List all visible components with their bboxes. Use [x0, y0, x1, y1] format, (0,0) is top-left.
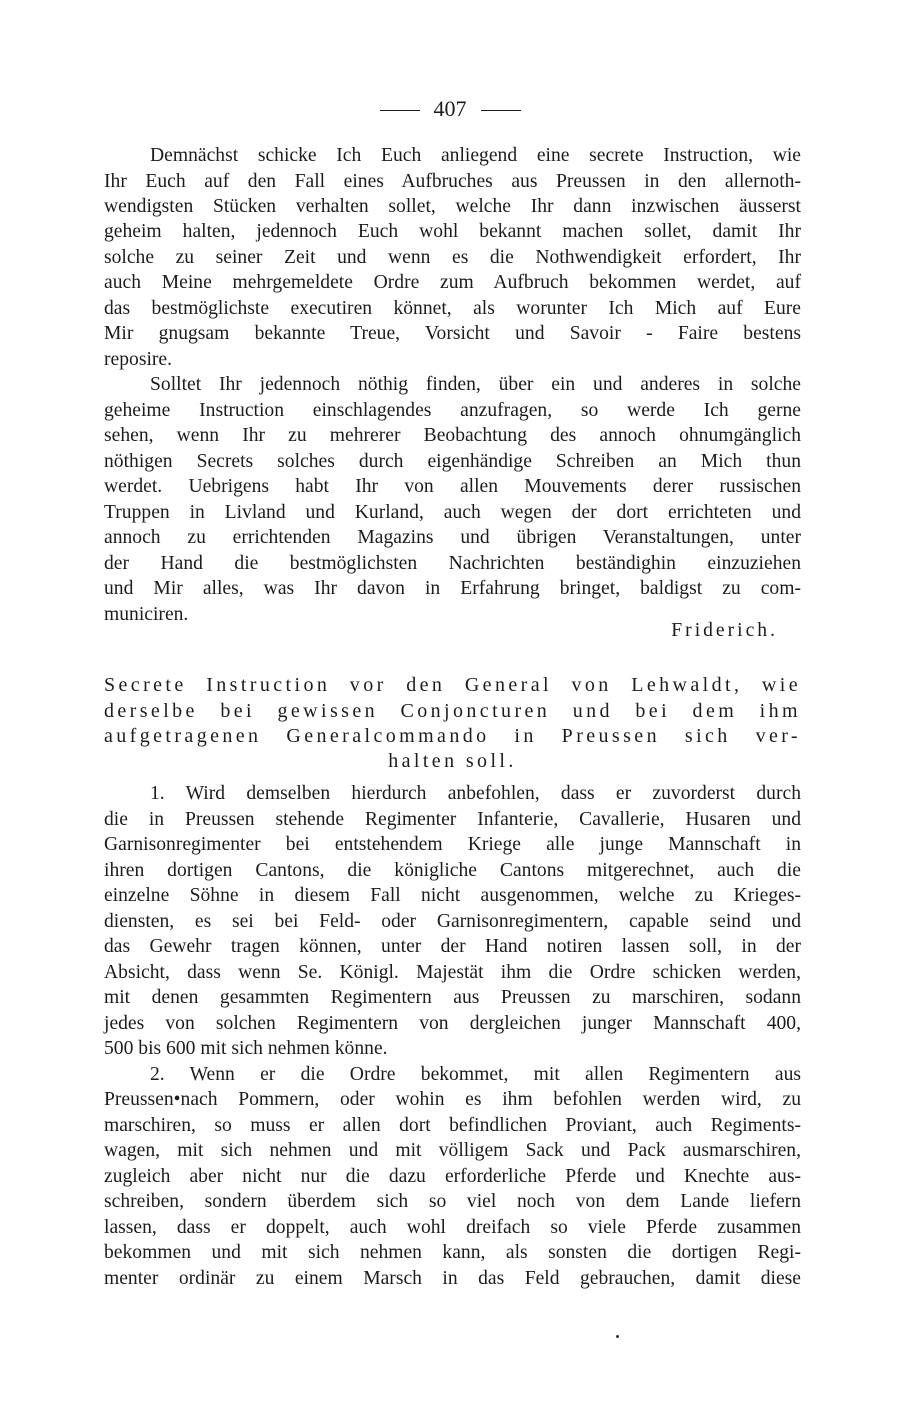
letter-line: werdet. Uebrigens habt Ihr von allen Mouvements derer russischen: [104, 476, 801, 497]
instruction-line: Absicht, dass wenn Se. Königl. Majestät ihm die Ordre schicken werden,: [104, 962, 801, 983]
letter-line: nöthigen Secrets solches durch eigenhändige Schreiben an Mich thun: [104, 451, 801, 472]
letter-line: geheime Instruction einschlagendes anzufragen, so werde Ich gerne: [104, 400, 801, 421]
instruction-title-line: aufgetragenen Generalcommando in Preussen sich ver-: [104, 725, 801, 747]
letter-line: auch Meine mehrgemeldete Ordre zum Aufbruch bekommen werdet, auf: [104, 272, 801, 293]
instruction-line: wagen, mit sich nehmen und mit völligem Sack und Pack ausmarschiren,: [104, 1140, 801, 1161]
header-dash-left: [380, 110, 420, 111]
page-header: [0, 96, 900, 122]
instruction-line: 500 bis 600 mit sich nehmen könne.: [104, 1038, 388, 1059]
instruction-line: das Gewehr tragen können, unter der Hand notiren lassen soll, in der: [104, 936, 801, 957]
letter-line: der Hand die bestmöglichsten Nachrichten beständighin einzuziehen: [104, 553, 801, 574]
instruction-line: die in Preussen stehende Regimenter Infanterie, Cavallerie, Husaren und: [104, 809, 801, 830]
letter-line: Truppen in Livland und Kurland, auch wegen der dort errichteten und: [104, 502, 801, 523]
instruction-line: schreiben, sondern überdem sich so viel noch von dem Lande liefern: [104, 1191, 801, 1212]
instruction-line: jedes von solchen Regimentern von dergleichen junger Mannschaft 400,: [104, 1013, 801, 1034]
letter-line: Ihr Euch auf den Fall eines Aufbruches aus Preussen in den allernoth-: [104, 171, 801, 192]
instruction-line: mit denen gesammten Regimentern aus Preussen zu marschiren, sodann: [104, 987, 801, 1008]
instruction-title-line: Secrete Instruction vor den General von Lehwaldt, wie: [104, 674, 801, 696]
letter-line: sehen, wenn Ihr zu mehrerer Beobachtung des annoch ohnumgänglich: [104, 425, 801, 446]
instruction-line: bekommen und mit sich nehmen kann, als sonsten die dortigen Regi-: [104, 1242, 801, 1263]
letter-line: annoch zu errichtenden Magazins und übrigen Veranstaltungen, unter: [104, 527, 801, 548]
letter-line: reposire.: [104, 349, 173, 370]
letter-line: und Mir alles, was Ihr davon in Erfahrung bringet, baldigst zu com-: [104, 578, 801, 599]
signature: Friderich.: [671, 620, 778, 641]
instruction-line: 2. Wenn er die Ordre bekommet, mit allen Regimentern aus: [150, 1064, 801, 1085]
instruction-line: ihren dortigen Cantons, die königliche Cantons mitgerechnet, auch die: [104, 860, 801, 881]
stray-mark: [616, 1335, 619, 1338]
instruction-line: zugleich aber nicht nur die dazu erforderliche Pferde und Knechte aus-: [104, 1166, 801, 1187]
letter-line: geheim halten, jedennoch Euch wohl bekannt machen sollet, damit Ihr: [104, 221, 801, 242]
letter-line: municiren.: [104, 604, 189, 625]
instruction-line: einzelne Söhne in diesem Fall nicht ausgenommen, welche zu Krieges-: [104, 885, 801, 906]
letter-line: Solltet Ihr jedennoch nöthig finden, über ein und anderes in solche: [150, 374, 801, 395]
letter-line: Mir gnugsam bekannte Treue, Vorsicht und Savoir - Faire bestens: [104, 323, 801, 344]
letter-line: solche zu seiner Zeit und wenn es die Nothwendigkeit erfordert, Ihr: [104, 247, 801, 268]
letter-line: das bestmöglichste executiren könnet, als worunter Ich Mich auf Eure: [104, 298, 801, 319]
instruction-line: diensten, es sei bei Feld- oder Garnisonregimentern, capable seind und: [104, 911, 801, 932]
instruction-title-line: derselbe bei gewissen Conjoncturen und bei dem ihm: [104, 700, 801, 722]
instruction-line: lassen, dass er doppelt, auch wohl dreifach so viele Pferde zusammen: [104, 1217, 801, 1238]
instruction-line: marschiren, so muss er allen dort befindlichen Proviant, auch Regiments-: [104, 1115, 801, 1136]
instruction-title-line: halten soll.: [388, 750, 517, 772]
instruction-line: 1. Wird demselben hierdurch anbefohlen, dass er zuvorderst durch: [150, 783, 801, 804]
letter-line: wendigsten Stücken verhalten sollet, welche Ihr dann inzwischen äusserst: [104, 196, 801, 217]
instruction-line: Garnisonregimenter bei entstehendem Kriege alle junge Mannschaft in: [104, 834, 801, 855]
instruction-line: menter ordinär zu einem Marsch in das Feld gebrauchen, damit diese: [104, 1268, 801, 1289]
letter-line: Demnächst schicke Ich Euch anliegend eine secrete Instruction, wie: [150, 145, 801, 166]
instruction-line: Preussen•nach Pommern, oder wohin es ihm befohlen werden wird, zu: [104, 1089, 801, 1110]
header-dash-right: [481, 110, 521, 111]
page-number: 407: [433, 96, 467, 121]
